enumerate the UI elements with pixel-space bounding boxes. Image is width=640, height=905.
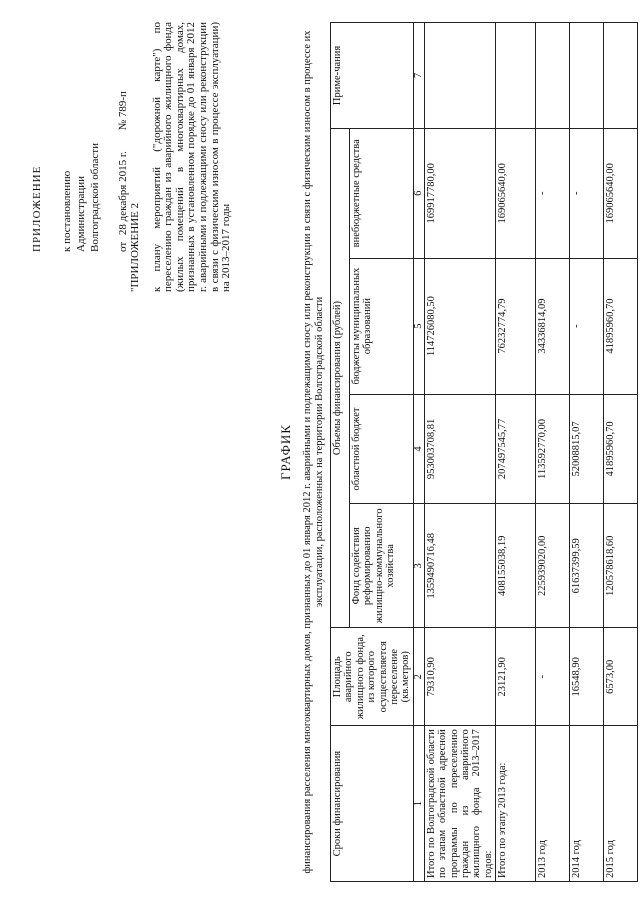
cell-extra: 169065640,00: [496, 128, 536, 258]
column-number: 6: [413, 128, 424, 258]
cell-extra: -: [570, 128, 604, 258]
cell-extra: 169917780,00: [424, 128, 495, 258]
table-row: [424, 23, 495, 882]
cell-municipal: 41895960,70: [604, 258, 638, 394]
cell-fund: 1359490716,48: [424, 504, 495, 628]
region-line: Волгоградской области: [89, 143, 101, 252]
cell-notes: [570, 23, 604, 129]
cell-fund: 61637399,59: [570, 504, 604, 628]
cell-regional: 41895960,70: [604, 394, 638, 504]
cell-regional: 953003708,81: [424, 394, 495, 504]
cell-municipal: 114726080,50: [424, 258, 495, 394]
col-header-notes: Приме-чания: [331, 23, 414, 129]
cell-fund: 408155038,19: [496, 504, 536, 628]
cell-notes: [604, 23, 638, 129]
column-number: 5: [413, 258, 424, 394]
row-label: 2013 год: [536, 726, 570, 882]
to-resolution-line: к постановлению: [61, 170, 73, 252]
col-header-extra: внебюджетные средства: [349, 128, 413, 258]
table-row: [604, 23, 638, 882]
column-number-row: [413, 23, 424, 882]
row-label: Итого по Волгоградской области по этапам областной адресной программы по переселению граждан из аварийного жилищного фонда 2013–2017 годов:: [424, 726, 495, 882]
appendix2-title: "ПРИЛОЖЕНИЕ 2: [129, 202, 141, 292]
financing-table: [330, 22, 638, 882]
header-row-1: [331, 23, 350, 882]
cell-municipal: -: [570, 258, 604, 394]
cell-municipal: 76232774,79: [496, 258, 536, 394]
cell-regional: 52008815,07: [570, 394, 604, 504]
resolution-date-line: [116, 22, 130, 252]
cell-municipal: 34336814,09: [536, 258, 570, 394]
table-row: [536, 23, 570, 882]
cell-fund: 120578618,60: [604, 504, 638, 628]
column-number: 3: [413, 504, 424, 628]
column-number: 7: [413, 23, 424, 129]
col-header-fund: Фонд содействия реформированию жилищно-коммунального хозяйства: [349, 504, 413, 628]
cell-extra: 169065640,00: [604, 128, 638, 258]
cell-extra: -: [536, 128, 570, 258]
cell-area: 6573,00: [604, 628, 638, 726]
resolution-date: 28 декабря 2015 г.: [117, 151, 129, 236]
col-header-municipal: бюджеты муниципальных образований: [349, 258, 413, 394]
column-number: 2: [413, 628, 424, 726]
cell-area: 23121,90: [496, 628, 536, 726]
document-page: [30, 22, 630, 882]
col-header-area: Площадь аварийного жилищного фонда, из которого осуществляется переселение (кв.метров): [331, 628, 414, 726]
document-subtitle: финансирования расселения многоквартирных домов, признанных до 01 января 2012 г. аварийными и подлежащими сносу или реконструкции в связи с физическим износом в процессе их эксплуатации, расположенных на территории Волгоградской области: [302, 30, 325, 874]
col-header-regional: областной бюджет: [349, 394, 413, 504]
col-header-volume: Объемы финансирования (рублей): [331, 128, 350, 627]
date-prefix: от: [117, 241, 129, 252]
cell-area: 16548,90: [570, 628, 604, 726]
table-row: [570, 23, 604, 882]
row-label: Итого по этапу 2013 года:: [496, 726, 536, 882]
table-row: [496, 23, 536, 882]
administration-line: Администрации: [75, 175, 87, 252]
cell-notes: [424, 23, 495, 129]
cell-notes: [496, 23, 536, 129]
row-label: 2015 год: [604, 726, 638, 882]
resolution-number: № 789-п: [117, 91, 129, 131]
cell-regional: 207497545,77: [496, 394, 536, 504]
cell-area: -: [536, 628, 570, 726]
cell-regional: 113592770,00: [536, 394, 570, 504]
col-header-period: Сроки финансирования: [331, 726, 414, 882]
cell-notes: [536, 23, 570, 129]
appendix-label: ПРИЛОЖЕНИЕ: [31, 165, 43, 252]
appendix2-text: к плану мероприятий ("дорожной карте") по переселению граждан из аварийного жилищного фонда (жилых помещений в многоквартирных домах, признанных в установленном порядке до 01 января 2012 г. аварийными и подлежащими сносу или реконструкции в связи с физическим износом в процессе эксплуатации) на 2013–2017 годы: [150, 22, 233, 292]
row-label: 2014 год: [570, 726, 604, 882]
resolution-header: [30, 22, 130, 252]
column-number: 1: [413, 726, 424, 882]
column-number: 4: [413, 394, 424, 504]
cell-area: 79310,90: [424, 628, 495, 726]
appendix2-block: [130, 22, 233, 292]
document-title: ГРАФИК: [278, 424, 293, 480]
cell-fund: 225939020,00: [536, 504, 570, 628]
